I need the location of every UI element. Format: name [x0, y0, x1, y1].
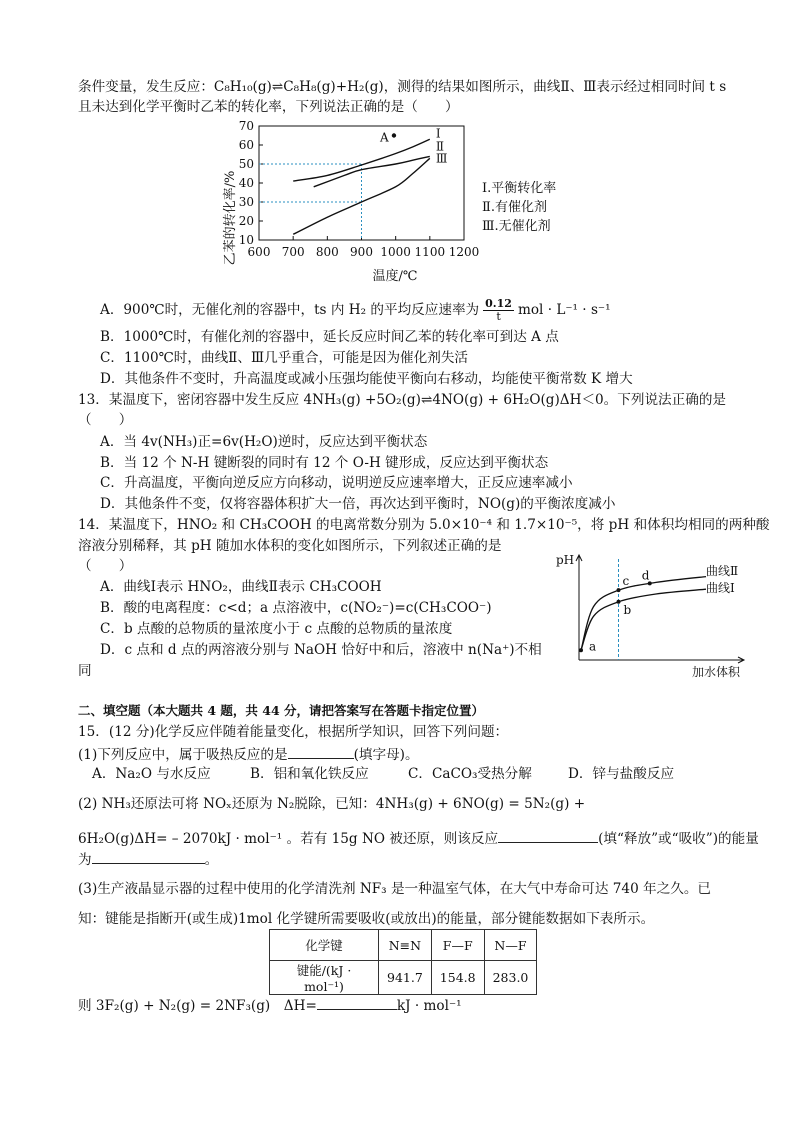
ph-chart: [552, 545, 752, 685]
point-A-label: A: [379, 130, 389, 145]
fraction-numerator: 0.12: [485, 297, 512, 310]
legend-item-1: Ⅰ.平衡转化率: [482, 181, 557, 196]
table-header-cell: 化学键: [270, 930, 379, 961]
q15-part3-final-prefix: 则 3F₂(g) + N₂(g) = 2NF₃(g) ΔH=: [78, 998, 317, 1014]
y-tick-label: 20: [238, 214, 254, 228]
series-label-3: Ⅲ: [435, 151, 448, 166]
q12-option-d: D．其他条件不变时，升高温度或减小压强均能使平衡向右移动，均能使平衡常数 K 增大: [100, 371, 633, 387]
ph-chart-ylabel: pH: [556, 553, 575, 567]
q13-option-b: B．当 12 个 N-H 键断裂的同时有 12 个 O-H 键形成，反应达到平衡状态: [100, 455, 549, 471]
conversion-chart-ylabel: 乙苯的转化率/%: [223, 170, 238, 266]
q15-part3-final: [78, 995, 462, 1015]
q14-option-d-line1: D．c 点和 d 点的两溶液分别与 NaOH 恰好中和后，溶液中 n(Na⁺)不相: [100, 642, 542, 658]
ph-chart-xlabel: 加水体积: [692, 665, 741, 679]
x-tick-label: 800: [315, 245, 339, 259]
q15-part3-final-suffix: kJ · mol⁻¹: [396, 998, 462, 1014]
q12-option-a-fraction: [483, 298, 514, 323]
q13-option-c: C．升高温度，平衡向逆反应方向移动，说明逆反应速率增大，正反应速率减小: [100, 475, 573, 491]
q15-part1-suffix: (填字母)。: [353, 747, 419, 763]
q13-stem-line2: （ ）: [78, 412, 133, 428]
conversion-chart-series: [293, 126, 447, 234]
q13-stem-line1: 13．某温度下，密闭容器中发生反应 4NH₃(g) +5O₂(g)⇌4NO(g) + 6H₂O(g)ΔH＜0。下列说法正确的是: [78, 392, 727, 408]
table-cell: 941.7: [379, 961, 432, 995]
table-row: [270, 961, 537, 995]
y-tick-label: 70: [238, 119, 254, 133]
answer-blank-1[interactable]: [288, 744, 354, 759]
point-d-label: d: [641, 568, 650, 583]
x-tick-label: 1200: [448, 245, 480, 259]
q12-option-a-unit: mol · L⁻¹ · s⁻¹: [517, 302, 611, 318]
q14-option-d-line2: 同: [78, 663, 92, 679]
q14-stem-line1: 14．某温度下，HNO₂ 和 CH₃COOH 的电离常数分别为 5.0×10⁻⁴ 和 1.7×10⁻⁵，将 pH 和体积均相同的两种酸: [78, 517, 770, 533]
plot-frame: [259, 126, 464, 240]
series-label-1: Ⅰ: [435, 126, 441, 141]
q15-part2-line3-suffix: 。: [204, 852, 219, 868]
series-curve-1: [293, 139, 430, 181]
point-b: [617, 600, 621, 604]
q12-intro-line2: 且未达到化学平衡时乙苯的转化率，下列说法正确的是（ ）: [78, 99, 459, 115]
q12-option-a-text: A．900℃时，无催化剂的容器中，ts 内 H₂ 的平均反应速率为: [100, 302, 480, 318]
q15-part1: [78, 744, 419, 764]
y-tick-label: 40: [238, 176, 254, 190]
q15-stem: 15．(12 分)化学反应伴随着能量变化，根据所学知识，回答下列问题：: [78, 724, 509, 740]
q14-option-a: A．曲线Ⅰ表示 HNO₂，曲线Ⅱ表示 CH₃COOH: [100, 579, 382, 595]
q15-part2-line3-prefix: 为: [78, 852, 92, 868]
q15-option-b: B．铝和氧化铁反应: [250, 766, 369, 782]
x-tick-label: 600: [247, 245, 271, 259]
q12-option-b: B．1000℃时，有催化剂的容器中，延长反应时间乙苯的转化率可到达 A 点: [100, 329, 559, 345]
table-cell: 154.8: [431, 961, 484, 995]
q15-part2-line2: [78, 828, 759, 848]
series-label-2: Ⅱ: [435, 139, 444, 154]
x-tick-label: 900: [350, 245, 373, 259]
q12-option-c: C．1100℃时，曲线Ⅱ、Ⅲ几乎重合，可能是因为催化剂失活: [100, 350, 469, 366]
section2-heading: 二、填空题（本大题共 4 题，共 44 分，请把答案写在答题卡指定位置）: [78, 703, 485, 718]
point-c: [617, 588, 621, 592]
legend-item-3: Ⅲ.无催化剂: [482, 219, 551, 234]
y-tick-label: 60: [238, 138, 254, 152]
point-A: [392, 133, 396, 137]
y-tick-label: 30: [238, 195, 254, 209]
q15-part2-line1: (2) NH₃还原法可将 NOₓ还原为 N₂脱除，已知：4NH₃(g) + 6NO(g) = 5N₂(g) +: [78, 796, 586, 812]
q14-option-b: B．酸的电离程度：c<d；a 点溶液中，c(NO₂⁻)=c(CH₃COO⁻): [100, 600, 492, 616]
y-tick-label: 10: [238, 233, 254, 247]
q15-option-a: A．Na₂O 与水反应: [92, 766, 211, 782]
legend-item-2: Ⅱ.有催化剂: [482, 200, 547, 215]
q12-intro-line1: 条件变量，发生反应：C₈H₁₀(g)⇌C₈H₈(g)+H₂(g)，测得的结果如图所示，曲线Ⅱ、Ⅲ表示经过相同时间 t s: [78, 79, 727, 95]
conversion-chart: [220, 118, 610, 288]
table-row: [270, 930, 537, 961]
curve-label-2: 曲线Ⅱ: [706, 564, 739, 578]
q14-option-c: C．b 点酸的总物质的量浓度小于 c 点酸的总物质的量浓度: [100, 621, 453, 637]
q15-part1-prefix: (1)下列反应中，属于吸热反应的是: [78, 747, 288, 763]
q12-option-a: [100, 298, 611, 323]
answer-blank-4[interactable]: [317, 995, 397, 1010]
y-tick-label: 50: [238, 157, 254, 171]
ph-chart-series: [579, 568, 706, 653]
q15-option-d: D．锌与盐酸反应: [568, 766, 675, 782]
point-b-label: b: [623, 602, 632, 617]
point-a-label: a: [589, 639, 597, 654]
q15-part2-line3: [78, 849, 218, 869]
point-a: [579, 648, 583, 652]
table-header-cell: N—F: [484, 930, 537, 961]
point-c-label: c: [622, 574, 630, 589]
ph-curve-2: [581, 577, 706, 654]
table-header-cell: N≡N: [379, 930, 432, 961]
x-tick-label: 1100: [414, 245, 446, 259]
bond-energy-table: [269, 929, 537, 995]
curve-label-1: 曲线Ⅰ: [706, 581, 735, 595]
table-cell: 283.0: [484, 961, 537, 995]
q15-part3-line2: 知：键能是指断开(或生成)1mol 化学键所需要吸收(或放出)的能量，部分键能数据如下表所示。: [78, 911, 655, 927]
answer-blank-2[interactable]: [498, 828, 598, 843]
x-tick-label: 1000: [380, 245, 411, 259]
q14-stem-line3: （ ）: [78, 558, 133, 574]
table-cell: 键能/(kJ · mol⁻¹): [270, 961, 379, 995]
q15-option-c: C．CaCO₃受热分解: [408, 766, 532, 782]
q15-part1-options: [92, 765, 674, 783]
x-tick-label: 700: [281, 245, 305, 259]
conversion-chart-xlabel: 温度/℃: [372, 269, 418, 284]
q15-part3-line1: (3)生产液晶显示器的过程中使用的化学清洗剂 NF₃ 是一种温室气体，在大气中寿命可达 740 年之久。已: [78, 881, 712, 897]
fraction-denominator: t: [496, 310, 501, 323]
q13-option-a: A．当 4v(NH₃)正=6v(H₂O)逆时，反应达到平衡状态: [100, 434, 428, 450]
q15-part2-line2-prefix: 6H₂O(g)ΔH= – 2070kJ · mol⁻¹ 。若有 15g NO 被还原，则该反应: [78, 831, 499, 847]
answer-blank-3[interactable]: [92, 849, 205, 864]
q13-option-d: D．其他条件不变，仅将容器体积扩大一倍，再次达到平衡时，NO(g)的平衡浓度减小: [100, 496, 616, 512]
q14-stem-line2: 溶液分别稀释，其 pH 随加水体积的变化如图所示，下列叙述正确的是: [78, 538, 502, 554]
ph-curve-1: [581, 589, 706, 650]
table-header-cell: F—F: [431, 930, 484, 961]
q15-part2-line2-suffix: (填“释放”或“吸收”)的能量: [598, 831, 759, 847]
